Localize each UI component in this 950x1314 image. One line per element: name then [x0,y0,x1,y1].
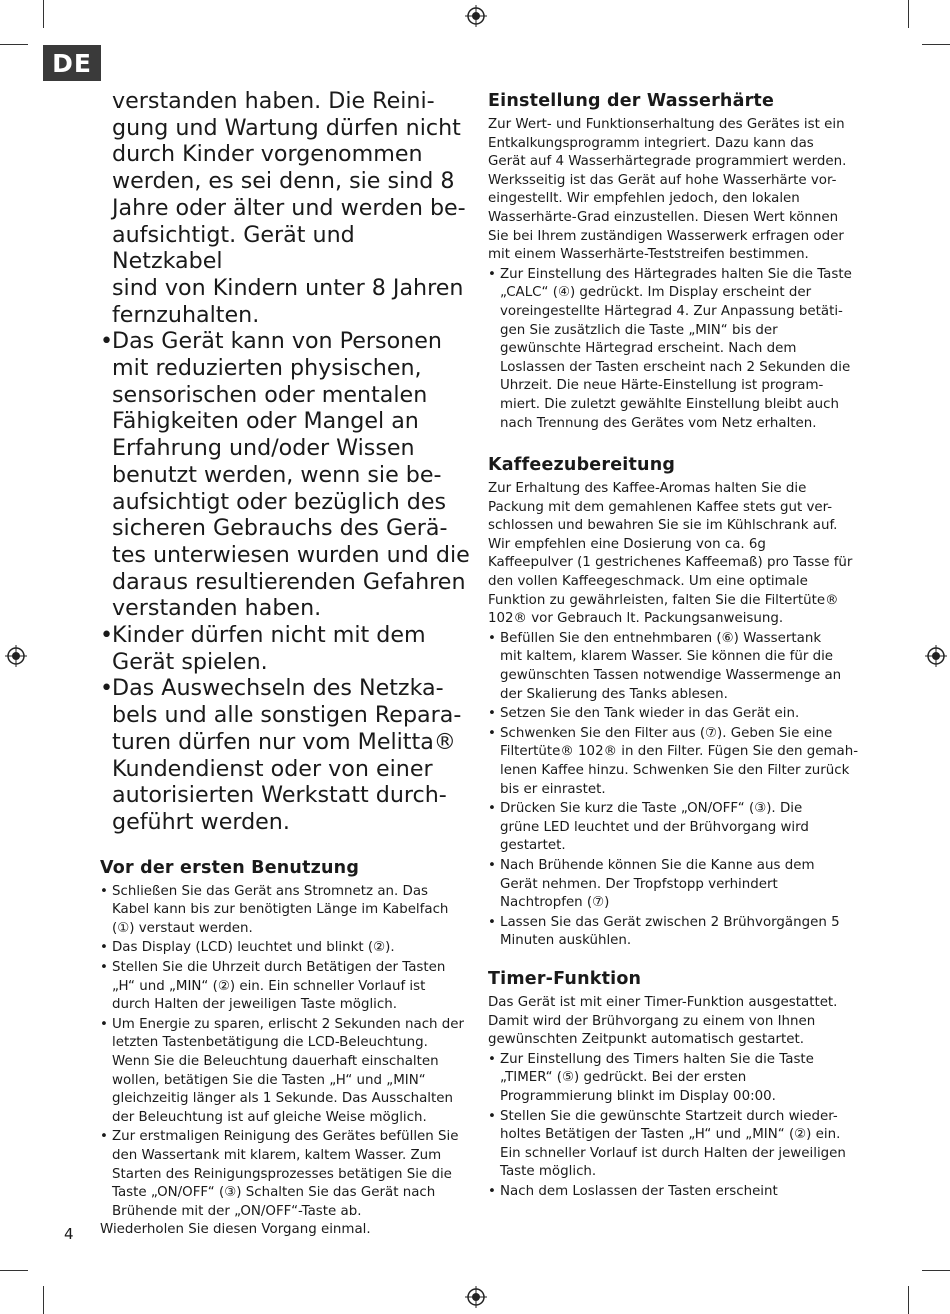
text-line: Starten des Reinigungsprozesses betätigen Sie die [112,1166,452,1182]
bullet-icon: • [488,706,496,722]
text-line: Ein schneller Vorlauf ist durch Halten der jeweiligen [500,1145,846,1161]
text-line: Brühende mit der „ON/OFF“-Taste ab. [112,1203,362,1219]
crop-mark [908,1286,909,1314]
text-line: Kinder dürfen nicht mit dem [112,622,426,649]
text-line: aufsichtigt oder bezüglich des [112,488,447,515]
text-line: den Wassertank mit klarem, kaltem Wasser. Zum [112,1148,442,1163]
bullet-icon: • [488,1051,496,1067]
left-column [100,88,470,1240]
text-line: Funktion zu gewährleisten, falten Sie die Filtertüte® [488,592,839,608]
text-line: Kaffeepulver (1 gestrichenes Kaffeemaß) pro Tasse für [488,555,853,571]
text-line: wollen, betätigen Sie die Tasten „H“ und „MIN“ [112,1072,426,1088]
section-title: Einstellung der Wasserhärte [488,91,775,111]
text-line: Erfahrung und/oder Wissen [112,435,415,462]
crop-mark [922,44,950,45]
text-line: Filtertüte® 102® in den Filter. Fügen Sie den gemah- [500,744,859,760]
text-line: Zur Wert- und Funktionserhaltung des Gerätes ist ein [488,117,845,132]
list-item [100,883,470,939]
bullet-icon: • [488,630,496,646]
text-line: nach Trennung des Gerätes vom Netz erhalten. [500,415,817,431]
text-line: „H“ und „MIN“ (②) ein. Ein schneller Vorlauf ist [112,978,426,994]
text-line: eingestellt. Wir empfehlen jedoch, den lokalen [488,191,800,207]
list-item [488,1051,870,1107]
text-line: Stellen Sie die gewünschte Startzeit durch wieder- [500,1108,838,1124]
safety-bullets [100,328,470,835]
text-line: gleichzeitig länger als 1 Sekunde. Das Ausschalten [112,1091,453,1107]
text-line: gewünschten Zeitpunkt automatisch gestartet. [488,1032,804,1048]
text-line: Zur Einstellung des Härtegrades halten Sie die Taste [500,266,852,282]
text-line: werden, es sei denn, sie sind 8 [112,168,455,195]
text-line: tes unterwiesen wurden und die [112,541,470,568]
paragraph [488,480,870,629]
text-line: „TIMER“ (⑤) gedrückt. Bei der ersten [500,1070,747,1086]
section-title: Vor der ersten Benutzung [100,857,360,878]
text-line: miert. Die zuletzt gewählte Einstellung bleibt auch [500,396,839,412]
text-line: aufsichtigt. Gerät und Netzkabel [112,221,355,275]
list-item [488,857,870,913]
text-line: gen Sie zusätzlich die Taste „MIN“ bis der [500,322,778,338]
text-line: Jahre oder älter und werden be- [112,194,466,221]
text-line: Taste „ON/OFF“ (③) Schalten Sie das Gerät nach [112,1185,436,1201]
bullet-icon: • [488,857,496,873]
setup-list [100,883,470,1222]
bullet-icon: • [488,801,496,817]
right-column [488,91,870,1201]
text-line: Loslassen der Tasten erscheint nach 2 Sekunden die [500,359,851,375]
text-line: Befüllen Sie den entnehmbaren (⑥) Wassertank [500,630,822,646]
text-line: gewünschten Tassen notwendige Wassermenge an [500,668,842,684]
text-line: Damit wird der Brühvorgang zu einem von Ihnen [488,1013,816,1029]
text-line: „CALC“ (④) gedrückt. Im Display erscheint der [500,285,812,301]
bullet-icon: • [488,1108,496,1124]
text-line: Nach dem Loslassen der Tasten erscheint [500,1183,778,1199]
text-line: Nach Brühende können Sie die Kanne aus dem [500,857,815,873]
text-line: Drücken Sie kurz die Taste „ON/OFF“ (③). Die [500,801,803,817]
language-badge: DE [43,45,101,81]
text-line: mit reduzierten physischen, [112,355,422,382]
text-line: schlossen und bewahren Sie sie im Kühlschrank auf. [488,518,838,534]
text-line: benutzt werden, wenn sie be- [112,461,442,488]
text-line: sind von Kindern unter 8 Jahren [112,274,464,301]
text-line: Gerät spielen. [112,648,268,675]
crop-mark [0,1270,28,1271]
bullet-icon: • [100,1016,108,1032]
section-title: Timer-Funktion [488,968,642,989]
list-item [488,266,870,433]
text-line: grüne LED leuchtet und der Brühvorgang wird [500,819,809,835]
closing-text: Wiederholen Sie diesen Vorgang einmal. [100,1222,371,1238]
text-line: Fähigkeiten oder Mangel an [112,408,419,435]
text-line: Zur Einstellung des Timers halten Sie die Taste [500,1051,814,1067]
bullet-icon: • [100,1129,108,1145]
registration-mark-icon [465,5,487,27]
text-line: fernzuhalten. [112,301,260,328]
text-line: Lassen Sie das Gerät zwischen 2 Brühvorgängen 5 [500,914,840,930]
text-line: Stellen Sie die Uhrzeit durch Betätigen der Tasten [112,960,446,976]
bullet-icon: • [100,675,114,702]
text-line: gewünschte Härtegrad erscheint. Nach dem [500,341,797,357]
text-line: Das Display (LCD) leuchtet und blinkt (②). [112,940,395,956]
intro-text [100,88,470,328]
bullet-icon: • [100,622,114,649]
bullet-item [100,328,470,622]
text-line: Setzen Sie den Tank wieder in das Gerät ein. [500,706,800,722]
bullet-icon: • [488,1183,496,1199]
text-line: autorisierten Werkstatt durch- [112,782,447,809]
text-line: letzten Tastenbetätigung die LCD-Beleuchtung. [112,1035,428,1051]
bullet-list [488,266,870,433]
list-item [488,725,870,799]
bullet-icon: • [100,328,114,355]
text-line: Packung mit dem gemahlenen Kaffee stets gut ver- [488,499,833,515]
list-item [488,1183,870,1202]
list-item [488,1108,870,1182]
text-line: durch Kinder vorgenommen [112,141,423,168]
text-line: Gerät nehmen. Der Tropfstopp verhindert [500,876,778,892]
text-line: voreingestellte Härtegrad 4. Zur Anpassung betäti- [500,303,843,319]
text-line: lenen Kaffee hinzu. Schwenken Sie den Filter zurück [500,763,850,778]
text-line: gestartet. [500,838,566,854]
text-line: verstanden haben. [112,595,322,622]
crop-mark [0,44,28,45]
text-line: Taste möglich. [500,1164,597,1180]
bullet-list [488,630,870,951]
crop-mark [43,1286,44,1314]
text-line: Uhrzeit. Die neue Härte-Einstellung ist program- [500,378,824,394]
text-line: Schließen Sie das Gerät ans Stromnetz an. Das [112,883,429,899]
text-line: Wasserhärte-Grad einzustellen. Diesen Wert können [488,209,839,225]
text-line: Minuten auskühlen. [500,933,632,949]
crop-mark [908,0,909,28]
list-item [100,1016,470,1128]
text-line: Zur Erhaltung des Kaffee-Aromas halten Sie die [488,481,807,497]
text-line: Nachtropfen (⑦) [500,895,610,911]
list-item [100,959,470,1015]
paragraph [488,994,870,1050]
crop-mark [43,0,44,28]
text-line: Kundendienst oder von einer [112,755,433,782]
bullet-item [100,675,470,835]
bullet-icon: • [488,266,496,282]
text-line: Das Auswechseln des Netzka- [112,675,444,702]
text-line: 102® vor Gebrauch lt. Packungsanweisung. [488,611,784,627]
text-line: Sie bei Ihrem zuständigen Wasserwerk erfragen oder [488,228,844,244]
text-line: sicheren Gebrauchs des Gerä- [112,515,448,542]
page-number: 4 [64,1225,74,1243]
text-line: Wir empfehlen eine Dosierung von ca. 6g [488,536,766,552]
list-item [100,1128,470,1221]
text-line: daraus resultierenden Gefahren [112,568,466,595]
text-line: Kabel kann bis zur benötigten Länge im Kabelfach [112,902,449,918]
crop-mark [922,1270,950,1271]
text-line: gung und Wartung dürfen nicht [112,114,461,141]
registration-mark-icon [925,645,947,667]
list-item [488,705,870,724]
text-line: Schwenken Sie den Filter aus (⑦). Geben Sie eine [500,725,833,741]
list-item [488,800,870,856]
text-line: sensorischen oder mentalen [112,381,428,408]
text-line: Wenn Sie die Beleuchtung dauerhaft einschalten [112,1054,439,1070]
text-line: der Skalierung des Tanks ablesen. [500,686,728,702]
text-line: Das Gerät kann von Personen [112,328,442,355]
text-line: verstanden haben. Die Reini- [112,88,435,114]
text-line: mit einem Wasserhärte-Teststreifen bestimmen. [488,247,809,263]
text-line: geführt werden. [112,808,290,835]
bullet-icon: • [100,960,108,976]
text-line: Entkalkungsprogramm integriert. Dazu kann das [488,135,814,151]
text-line: turen dürfen nur vom Melitta® [112,728,456,755]
text-line: den vollen Kaffeegeschmack. Um eine optimale [488,574,808,590]
text-line: bis er einrastet. [500,781,606,797]
text-line: bels und alle sonstigen Repara- [112,702,462,729]
section-title: Kaffeezubereitung [488,455,676,476]
paragraph [488,116,870,265]
text-line: Das Gerät ist mit einer Timer-Funktion ausgestattet. [488,994,838,1010]
text-line: (①) verstaut werden. [112,920,253,936]
text-line: durch Halten der jeweiligen Taste möglich. [112,997,397,1013]
text-line: Um Energie zu sparen, erlischt 2 Sekunden nach der [112,1016,465,1032]
list-item [488,630,870,704]
text-line: Zur erstmaligen Reinigung des Gerätes befüllen Sie [112,1129,459,1145]
text-line: der Beleuchtung ist auf gleiche Weise möglich. [112,1109,427,1125]
list-item [488,914,870,951]
list-item [100,939,470,958]
bullet-icon: • [100,940,108,956]
text-line: Gerät auf 4 Wasserhärtegrade programmiert werden. [488,154,847,170]
bullet-item [100,622,470,675]
text-line: Werksseitig ist das Gerät auf hohe Wasserhärte vor- [488,172,837,188]
text-line: mit kaltem, klarem Wasser. Sie können die für die [500,649,834,665]
registration-mark-icon [5,645,27,667]
text-line: Programmierung blinkt im Display 00:00. [500,1088,776,1104]
bullet-list [488,1051,870,1202]
registration-mark-icon [465,1286,487,1308]
text-line: holtes Betätigen der Tasten „H“ und „MIN“ (②) ein. [500,1127,841,1143]
bullet-icon: • [488,914,496,930]
bullet-icon: • [488,725,496,741]
bullet-icon: • [100,883,108,899]
